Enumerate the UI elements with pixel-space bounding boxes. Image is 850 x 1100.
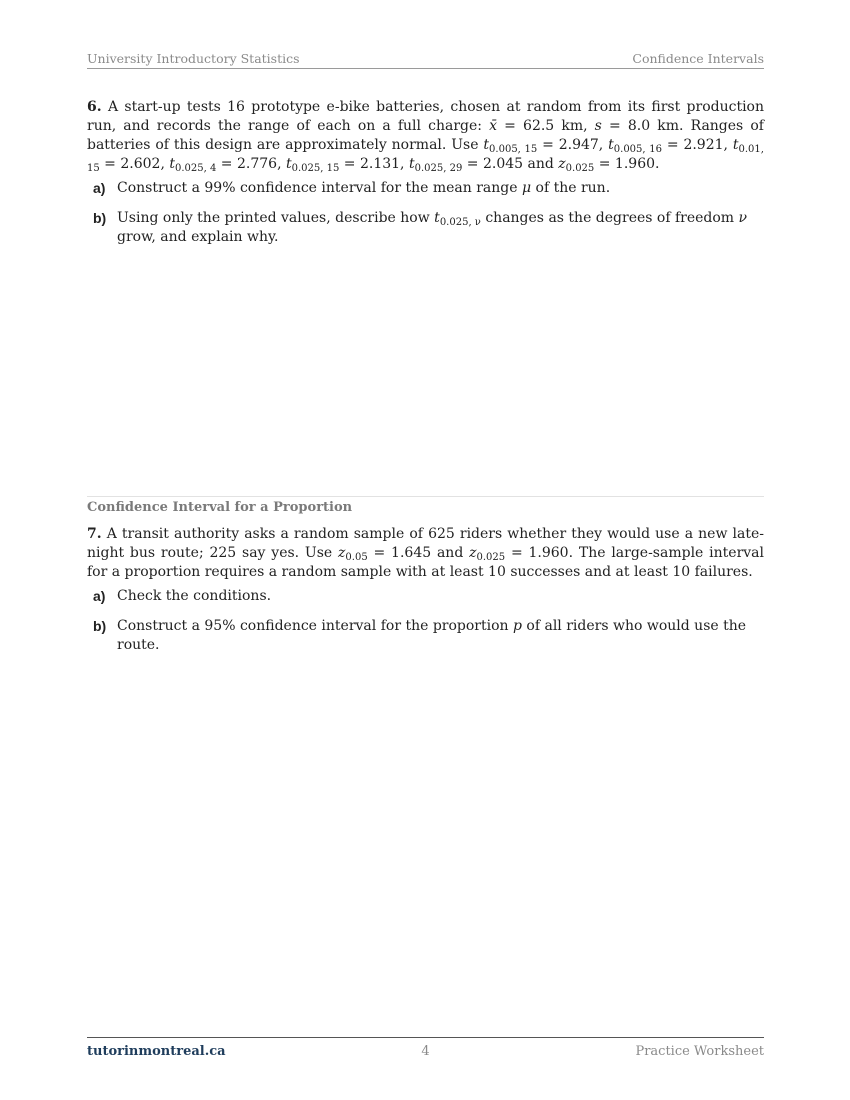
- text: changes as the degrees of freedom: [480, 210, 739, 226]
- question-7-part-a: [87, 587, 764, 606]
- subscript: 0.025: [565, 163, 595, 174]
- text: = 2.776,: [216, 156, 286, 172]
- text: Using only the printed values, describe how: [117, 210, 435, 226]
- text: of the run.: [531, 180, 611, 196]
- section-heading: Confidence Interval for a Proportion: [87, 500, 353, 515]
- part-text: [117, 617, 764, 655]
- subscript: 0.005, 15: [489, 144, 538, 155]
- question-7-stem: [87, 525, 764, 582]
- text: = 8.0 km. Ranges of batteries of this design are approximately normal. Use: [87, 118, 764, 153]
- math-symbol: μ: [521, 180, 532, 196]
- text: = 2.947,: [537, 137, 609, 153]
- footer-site-link[interactable]: tutorinmontreal.ca: [87, 1044, 226, 1059]
- text: grow, and explain why.: [117, 229, 279, 245]
- math-symbol: p: [513, 618, 522, 634]
- part-label: b): [93, 618, 107, 634]
- question-7: [87, 525, 764, 655]
- math-symbol: t: [285, 156, 292, 172]
- math-symbol: z: [558, 156, 566, 172]
- question-7-part-b: [87, 617, 764, 655]
- math-symbol: z: [338, 545, 346, 561]
- math-symbol: ν: [738, 210, 748, 226]
- section-divider: [87, 496, 764, 497]
- text: = 2.131,: [339, 156, 409, 172]
- subscript: 0.01, 15: [87, 144, 764, 174]
- header-course-title: University Introductory Statistics: [87, 51, 300, 66]
- question-6-stem: [87, 98, 764, 174]
- question-7-number: 7.: [87, 526, 102, 542]
- math-symbol: t: [483, 137, 490, 153]
- question-6-number: 6.: [87, 99, 102, 115]
- footer-document-title: Practice Worksheet: [635, 1044, 764, 1059]
- part-label: a): [93, 588, 106, 604]
- subscript: 0.025, 15: [291, 163, 340, 174]
- math-symbol: t: [608, 137, 614, 153]
- page-number: 4: [421, 1044, 430, 1059]
- text: = 2.602,: [99, 156, 170, 172]
- text: Construct a 99% confidence interval for the mean range: [117, 180, 522, 196]
- text: A transit authority asks a random sample of 625 riders whether they would use a new late-night bus route; 225 say yes. Use: [87, 526, 764, 561]
- question-6: [87, 98, 764, 247]
- subscript: 0.025, 4: [175, 163, 217, 174]
- text: = 1.960. The large-sample interval for a proportion requires a random sample with at least 10 successes and at least 10 failures.: [87, 545, 764, 580]
- text: of all riders who would use the route.: [117, 618, 747, 653]
- subscript: 0.025: [476, 552, 506, 563]
- text: = 1.645 and: [367, 545, 470, 561]
- part-label: a): [93, 180, 106, 196]
- math-symbol: t: [408, 156, 415, 172]
- text: = 62.5 km,: [497, 118, 595, 134]
- part-label: b): [93, 210, 107, 226]
- text: = 1.960.: [594, 156, 660, 172]
- math-symbol: x̄: [489, 118, 498, 134]
- part-text: [117, 209, 764, 247]
- subscript: 0.025, ν: [439, 217, 481, 228]
- math-symbol: t: [169, 156, 175, 172]
- math-symbol: s: [594, 118, 602, 134]
- question-6-part-b: [87, 209, 764, 247]
- text: = 2.921,: [661, 137, 733, 153]
- text: A start-up tests 16 prototype e-bike batteries, chosen at random from its first production run, and records the range of each on a full charge:: [87, 99, 764, 134]
- subscript: 0.025, 29: [414, 163, 463, 174]
- math-symbol: t: [434, 210, 440, 226]
- page-footer: [87, 1037, 764, 1064]
- math-symbol: z: [469, 545, 477, 561]
- header-chapter-title: Confidence Intervals: [632, 51, 764, 66]
- subscript: 0.05: [345, 552, 368, 563]
- question-6-part-a: [87, 179, 764, 198]
- page-header: [87, 50, 764, 69]
- part-text: [117, 179, 764, 198]
- text: Construct a 95% confidence interval for the proportion: [117, 618, 513, 634]
- part-text: Check the conditions.: [117, 588, 272, 604]
- text: = 2.045 and: [462, 156, 559, 172]
- math-symbol: t: [732, 137, 739, 153]
- subscript: 0.005, 16: [613, 144, 662, 155]
